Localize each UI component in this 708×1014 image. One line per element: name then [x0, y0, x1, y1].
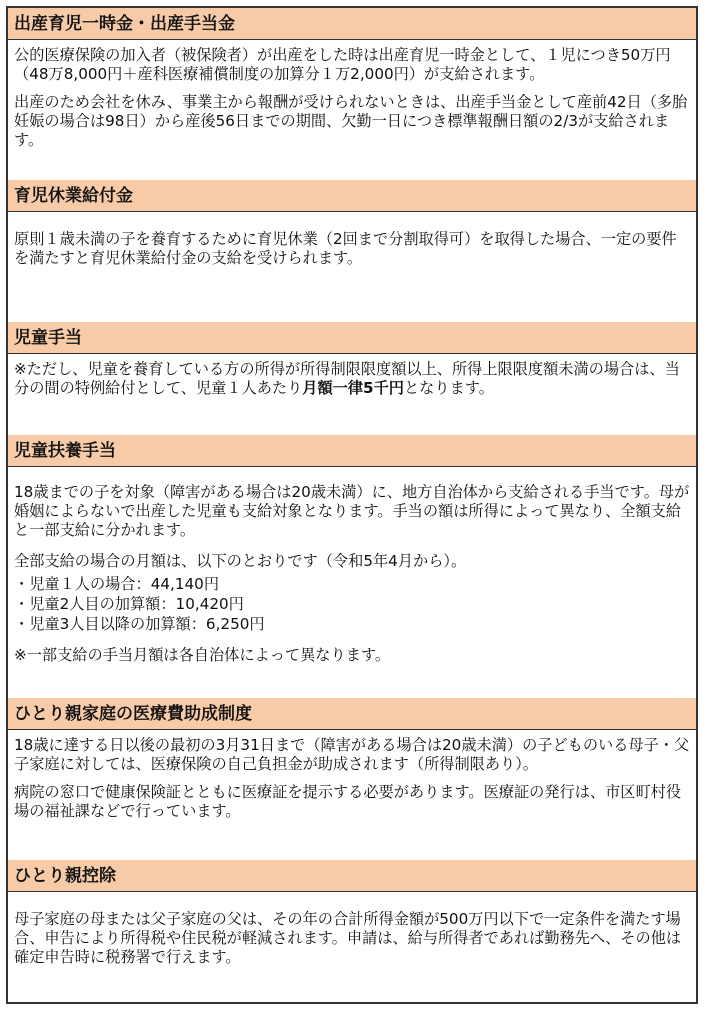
benefits-document: [6, 6, 698, 1004]
section-body: [8, 354, 696, 435]
text-after: となります。: [403, 379, 494, 397]
section-childcare-leave-benefit: [8, 180, 696, 322]
paragraph: 原則１歳未満の子を養育するために育児休業（2回まで分割取得可）を取得した場合、一定の要件を満たすと育児休業給付金の支給を受けられます。: [14, 230, 677, 267]
section-body: [8, 892, 696, 1002]
paragraph: 18歳までの子を対象（障害がある場合は20歳未満）に、地方自治体から支給される手当です。母が婚姻によらないで出産した児童も支給対象となります。手当の額は所得によって異なり、全額支給と一部支給に分かれます。: [14, 483, 690, 539]
list-item: ・児童3人目以降の加算額：6,250円: [14, 615, 265, 633]
section-body: [8, 40, 696, 180]
section-childbirth-allowance: [8, 8, 696, 180]
section-title: 出産育児一時金・出産手当金: [8, 8, 696, 40]
paragraph: 出産のため会社を休み、事業主から報酬が受けられないときは、出産手当金として産前42日（多胎妊娠の場合は98日）から産後56日までの期間、欠勤一日につき標準報酬日額の2/3が支給されます。: [14, 93, 688, 149]
section-body: [8, 212, 696, 322]
paragraph: 全部支給の場合の月額は、以下のとおりです（令和5年4月から）。: [14, 552, 467, 570]
paragraph: [14, 360, 690, 398]
section-title: 育児休業給付金: [8, 180, 696, 212]
paragraph: 18歳に達する日以後の最初の3月31日まで（障害がある場合は20歳未満）の子どものいる母子・父子家庭に対しては、医療保険の自己負担金が助成されます（所得制限あり）。: [14, 736, 690, 773]
section-body: [8, 467, 696, 698]
note: ※一部支給の手当月額は各自治体によって異なります。: [14, 646, 391, 664]
section-title: ひとり親家庭の医療費助成制度: [8, 698, 696, 730]
amount-list: [14, 575, 690, 635]
text-before: ※ただし、児童を養育している方の所得が所得制限限度額以上、所得上限限度額未満の場合は、当分の間の特例給付として、児童１人あたり: [14, 360, 680, 397]
paragraph: 公的医療保険の加入者（被保険者）が出産をした時は出産育児一時金として、１児につき50万円（48万8,000円＋産科医療補償制度の加算分１万2,000円）が支給されます。: [14, 46, 671, 83]
section-title: 児童扶養手当: [8, 435, 696, 467]
section-medical-subsidy: [8, 698, 696, 860]
highlight-amount: 月額一律5千円: [302, 379, 404, 397]
section-title: 児童手当: [8, 322, 696, 354]
list-item: ・児童2人目の加算額：10,420円: [14, 595, 244, 613]
section-child-allowance: [8, 322, 696, 435]
section-single-parent-deduction: [8, 860, 696, 1002]
list-item: ・児童１人の場合：44,140円: [14, 575, 220, 593]
section-child-support-allowance: [8, 435, 696, 698]
paragraph: 母子家庭の母または父子家庭の父は、その年の合計所得金額が500万円以下で一定条件を満たす場合、申告により所得税や住民税が軽減されます。申請は、給与所得者であれば勤務先へ、その他は確定申告時に税務署で行えます。: [14, 910, 682, 966]
section-body: [8, 730, 696, 860]
paragraph: 病院の窓口で健康保険証とともに医療証を提示する必要があります。医療証の発行は、市区町村役場の福祉課などで行っています。: [14, 783, 682, 820]
section-title: ひとり親控除: [8, 860, 696, 892]
